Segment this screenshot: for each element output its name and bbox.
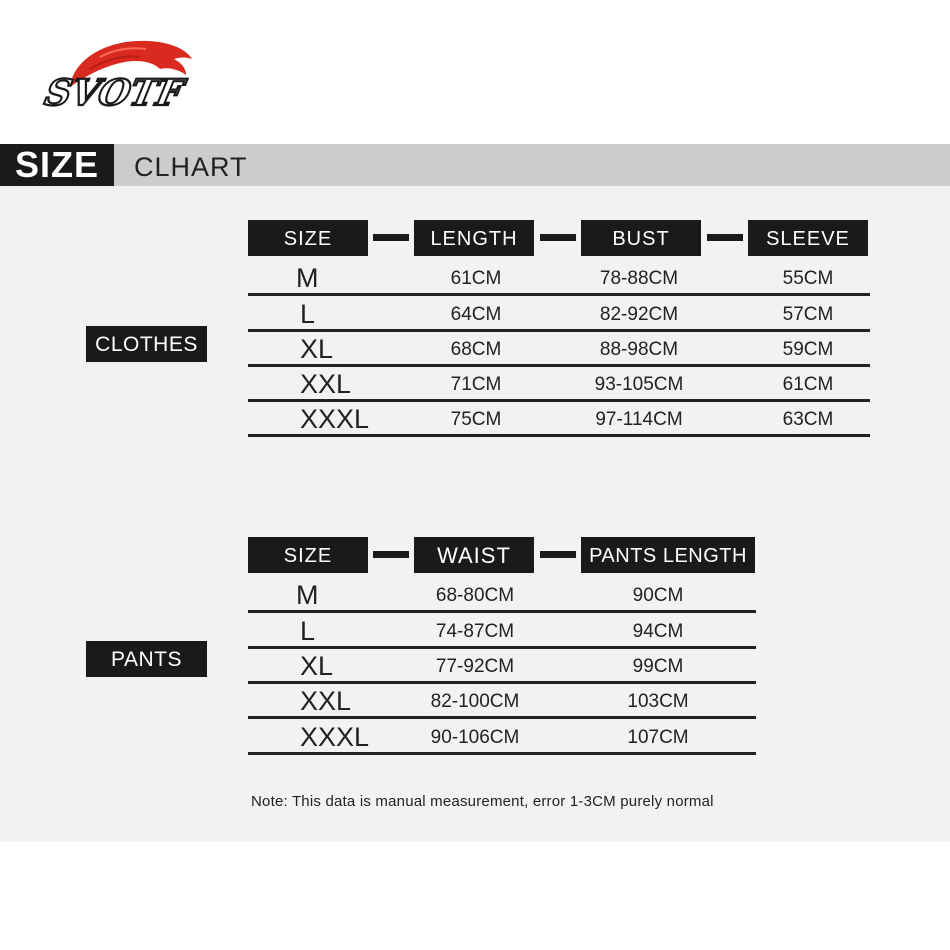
header-size-label: SIZE <box>0 144 114 186</box>
table-row <box>248 332 870 367</box>
size-cell: XL <box>300 334 334 364</box>
table-row <box>248 261 870 296</box>
clothes-label: CLOTHES <box>86 326 207 362</box>
table-row <box>248 578 756 613</box>
sleeve-cell: 61CM <box>782 374 834 395</box>
table-row <box>248 367 870 402</box>
clothes-col-bust: BUST <box>581 220 701 256</box>
length-cell: 61CM <box>450 268 502 289</box>
waist-cell: 82-100CM <box>430 691 520 712</box>
sleeve-cell: 57CM <box>782 304 834 325</box>
table-row <box>248 297 870 332</box>
length-cell: 71CM <box>450 374 502 395</box>
bust-cell: 82-92CM <box>599 304 679 325</box>
table-row <box>248 649 756 684</box>
pants-length-cell: 103CM <box>627 691 689 712</box>
bust-cell: 97-114CM <box>595 409 683 430</box>
pants-col-pants-length: PANTS LENGTH <box>581 537 755 573</box>
waist-cell: 74-87CM <box>435 621 515 642</box>
size-cell: XXXL <box>300 722 370 752</box>
table-row <box>248 720 756 755</box>
length-cell: 68CM <box>450 339 502 360</box>
length-cell: 64CM <box>450 304 502 325</box>
pants-length-cell: 94CM <box>632 621 684 642</box>
size-cell: XXXL <box>300 404 370 434</box>
column-connector <box>373 551 409 558</box>
pants-label: PANTS <box>86 641 207 677</box>
size-cell: XXL <box>300 686 352 716</box>
size-cell: L <box>300 616 316 646</box>
length-cell: 75CM <box>450 409 502 430</box>
column-connector <box>540 551 576 558</box>
waist-cell: 90-106CM <box>430 727 520 748</box>
clothes-col-length: LENGTH <box>414 220 534 256</box>
header-title: CLHART <box>134 152 248 182</box>
pants-col-waist: WAIST <box>414 537 534 573</box>
pants-length-cell: 99CM <box>632 656 684 677</box>
waist-cell: 77-92CM <box>435 656 515 677</box>
sleeve-cell: 55CM <box>782 268 834 289</box>
size-cell: M <box>296 580 319 610</box>
size-cell: XXL <box>300 369 352 399</box>
pants-length-cell: 90CM <box>632 585 684 606</box>
table-row <box>248 684 756 719</box>
bust-cell: 93-105CM <box>594 374 684 395</box>
waist-cell: 68-80CM <box>435 585 515 606</box>
column-connector <box>373 234 409 241</box>
bust-cell: 88-98CM <box>599 339 679 360</box>
pants-length-cell: 107CM <box>627 727 689 748</box>
table-row <box>248 614 756 649</box>
brand-logo <box>40 35 196 115</box>
size-cell: XL <box>300 651 334 681</box>
size-cell: M <box>296 263 319 293</box>
svg-text:SVOTF: SVOTF <box>41 71 188 114</box>
bust-cell: 78-88CM <box>599 268 679 289</box>
sleeve-cell: 59CM <box>782 339 834 360</box>
clothes-col-sleeve: SLEEVE <box>748 220 868 256</box>
column-connector <box>540 234 576 241</box>
size-cell: L <box>300 299 316 329</box>
measurement-note: Note: This data is manual measurement, error 1-3CM purely normal <box>251 793 714 810</box>
table-row <box>248 402 870 437</box>
column-connector <box>707 234 743 241</box>
sleeve-cell: 63CM <box>782 409 834 430</box>
clothes-col-size: SIZE <box>248 220 368 256</box>
pants-col-size: SIZE <box>248 537 368 573</box>
